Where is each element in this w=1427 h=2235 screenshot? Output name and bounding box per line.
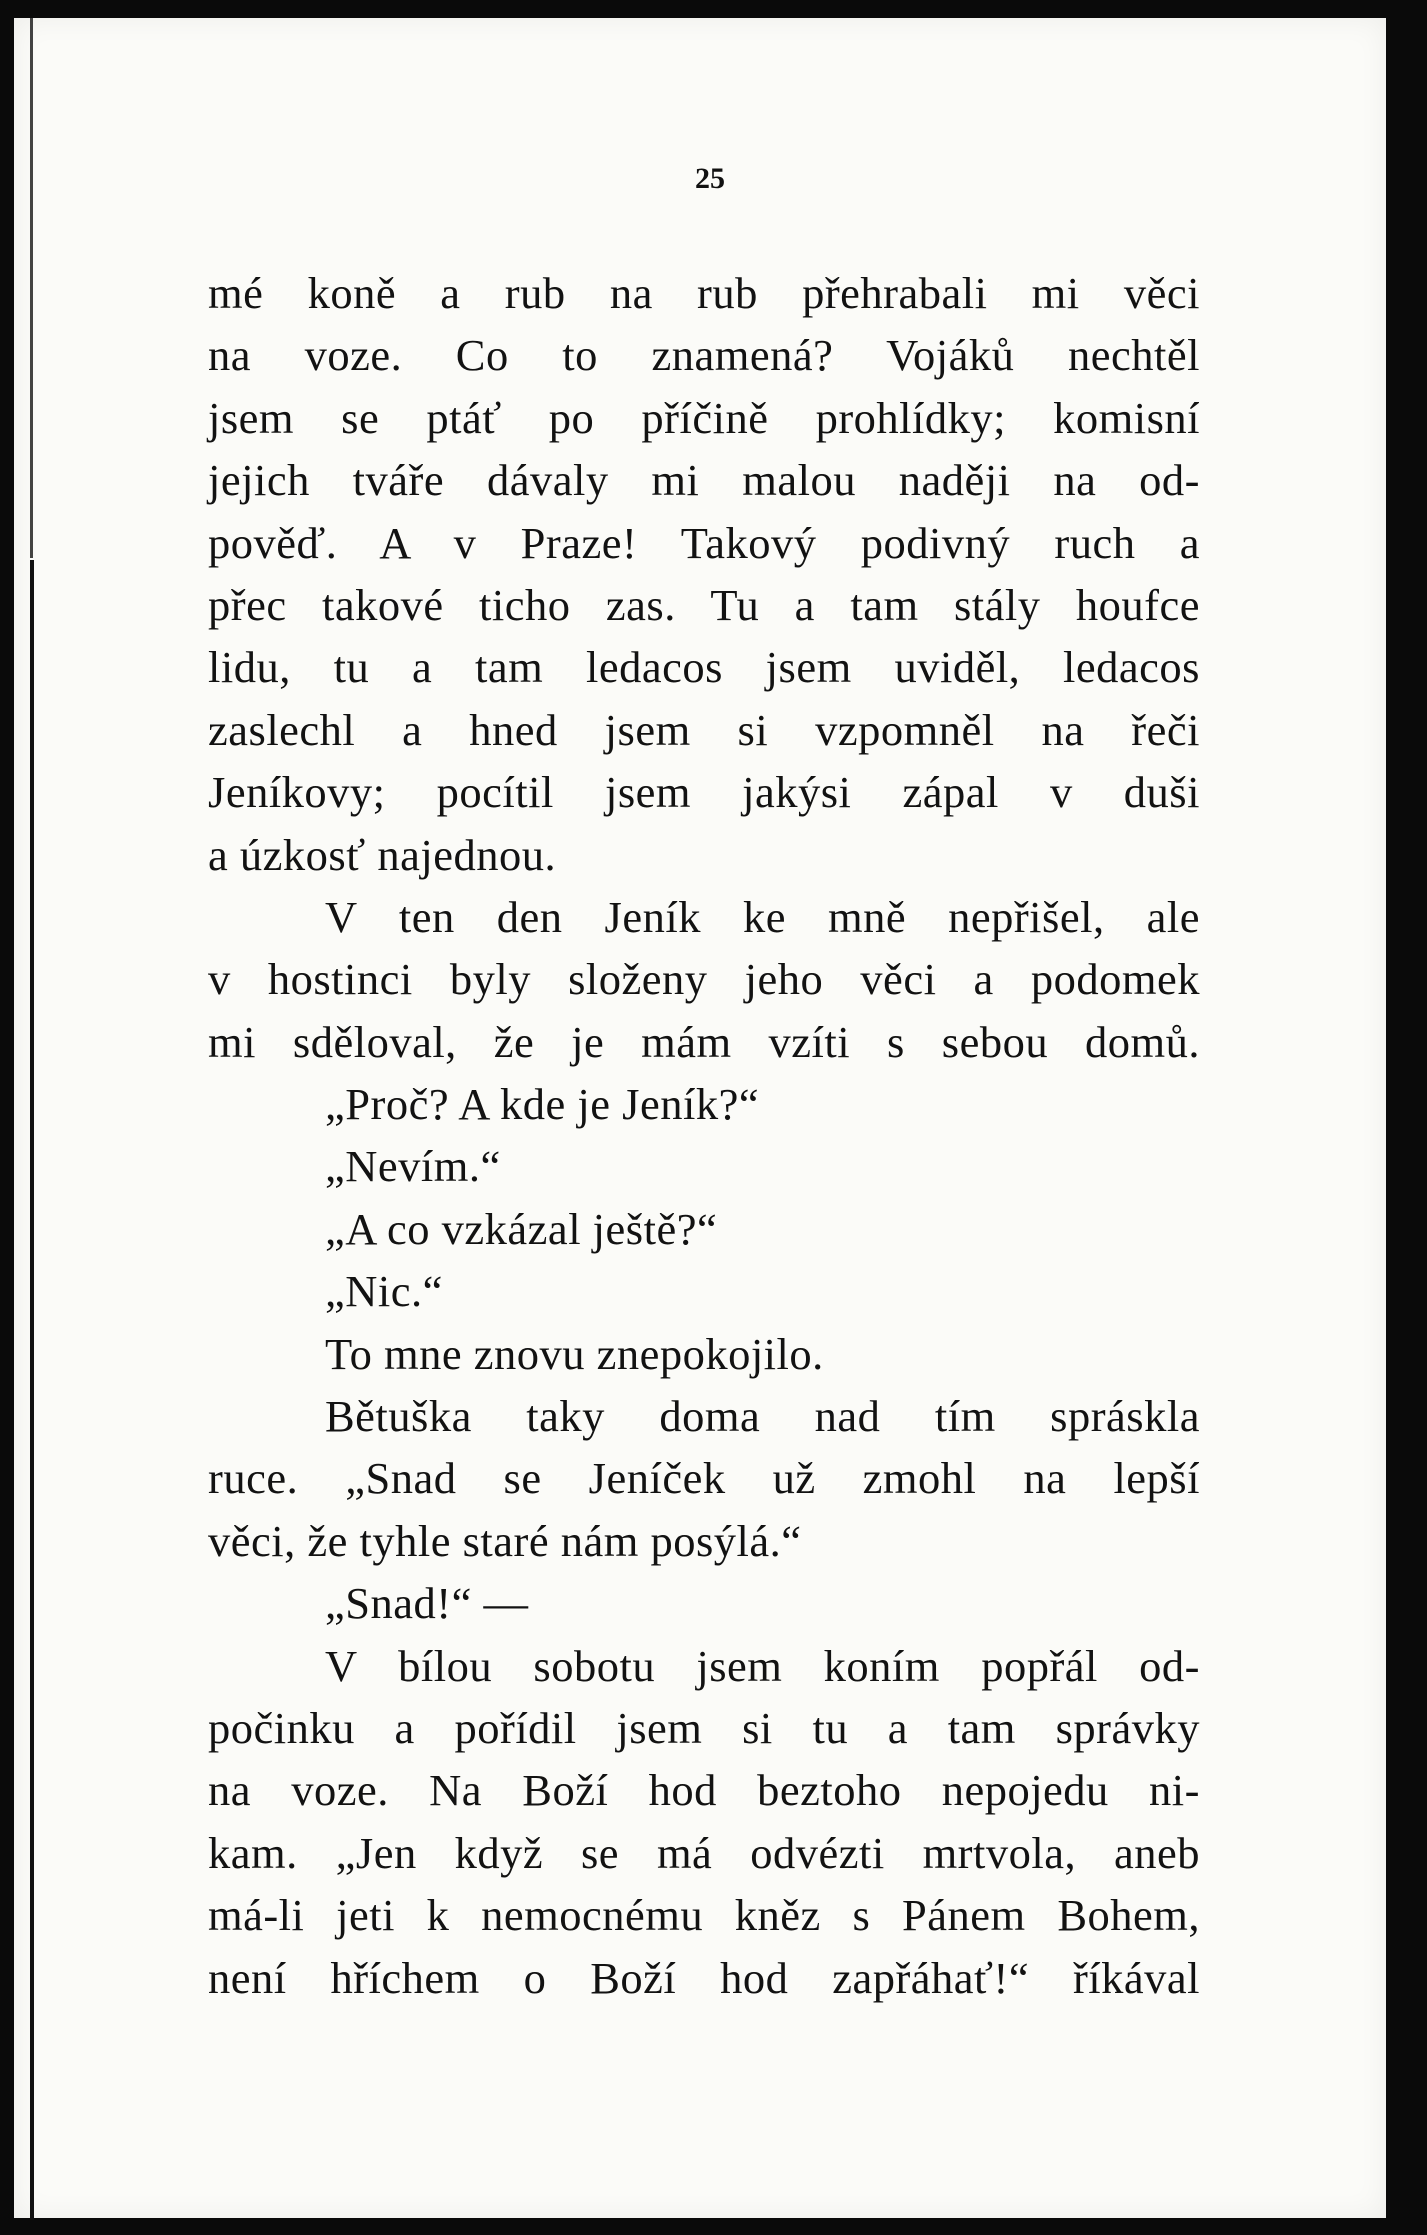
text-line: jejich tváře dávaly mi malou naději na od-: [208, 455, 1200, 506]
text-line: To mne znovu znepokojilo.: [325, 1328, 824, 1379]
binding-edge: [30, 560, 34, 2220]
text-line: věci, že tyhle staré nám posýlá.“: [208, 1515, 802, 1566]
text-line: není hříchem o Boží hod zapřáhať!“ říkával: [208, 1952, 1200, 2003]
text-line: přec takové ticho zas. Tu a tam stály houfce: [208, 579, 1200, 630]
text-line: V bílou sobotu jsem koním popřál od-: [325, 1640, 1200, 1691]
text-line: má-li jeti k nemocnému kněz s Pánem Bohem,: [208, 1890, 1200, 1941]
text-line: pověď. A v Praze! Takový podivný ruch a: [208, 517, 1200, 568]
text-line: „Proč? A kde je Jeník?“: [325, 1079, 760, 1130]
text-line: mi sděloval, že je mám vzíti s sebou domů.: [208, 1016, 1200, 1067]
text-line: na voze. Na Boží hod beztoho nepojedu ni-: [208, 1765, 1200, 1816]
body-text: [208, 262, 1200, 2009]
text-line: a úzkosť najednou.: [208, 829, 557, 880]
text-line: zaslechl a hned jsem si vzpomněl na řeči: [208, 704, 1200, 755]
text-line: kam. „Jen když se má odvézti mrtvola, aneb: [208, 1827, 1200, 1878]
text-line: Jeníkovy; pocítil jsem jakýsi zápal v duši: [208, 767, 1200, 818]
text-line: Bětuška taky doma nad tím spráskla: [325, 1391, 1200, 1442]
text-line: lidu, tu a tam ledacos jsem uviděl, ledacos: [208, 642, 1200, 693]
text-line: ruce. „Snad se Jeníček už zmohl na lepší: [208, 1453, 1200, 1504]
text-line: „Snad!“ —: [325, 1578, 529, 1629]
text-line: na voze. Co to znamená? Vojáků nechtěl: [208, 330, 1200, 381]
binding-edge-top: [30, 18, 33, 558]
text-line: v hostinci byly složeny jeho věci a podomek: [208, 954, 1200, 1005]
page-number: 25: [695, 162, 725, 195]
text-line: mé koně a rub na rub přehrabali mi věci: [208, 268, 1200, 318]
text-line: jsem se ptáť po příčině prohlídky; komisní: [208, 392, 1200, 443]
text-line: počinku a pořídil jsem si tu a tam správky: [208, 1702, 1200, 1753]
text-line: V ten den Jeník ke mně nepřišel, ale: [325, 891, 1200, 942]
text-line: „Nevím.“: [325, 1141, 501, 1192]
text-line: „Nic.“: [325, 1266, 443, 1317]
text-line: „A co vzkázal ještě?“: [325, 1203, 718, 1254]
